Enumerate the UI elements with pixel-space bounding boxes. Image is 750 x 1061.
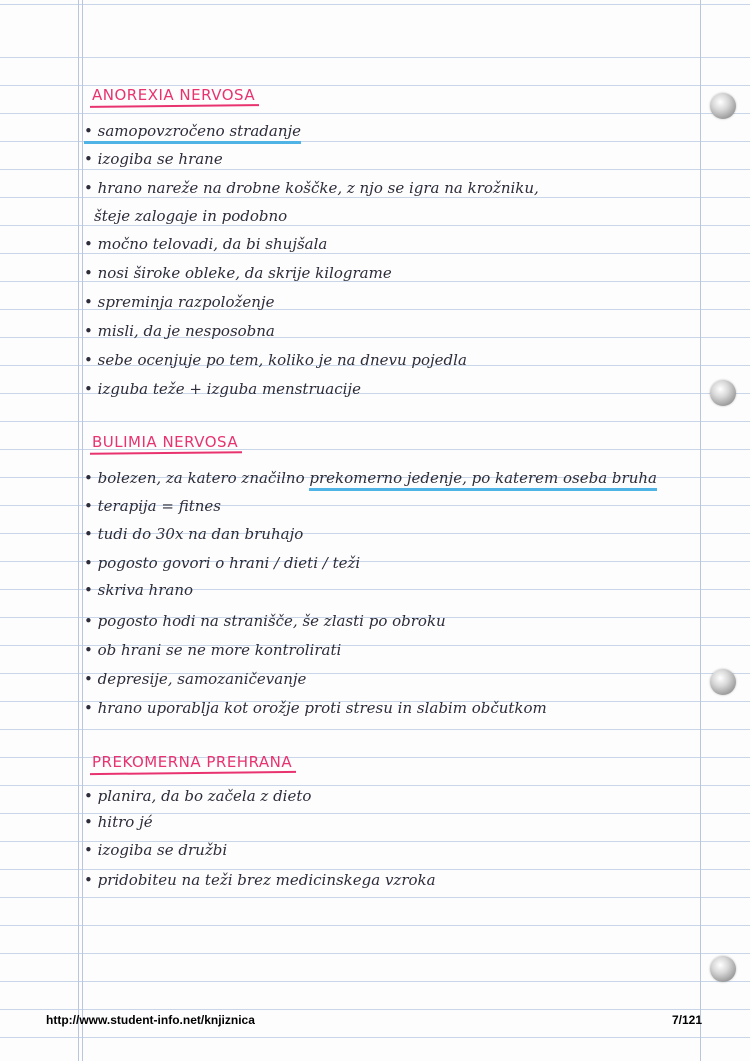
list-item: • pogosto govori o hrani / dieti / teži (84, 554, 361, 572)
list-item: • spreminja razpoloženje (84, 293, 275, 311)
list-item: • hrano nareže na drobne koščke, z njo se igra na krožniku, (84, 179, 539, 197)
punch-hole-4 (710, 956, 736, 982)
list-item: • močno telovadi, da bi shujšala (84, 235, 328, 253)
list-item: • ob hrani se ne more kontrolirati (84, 641, 342, 659)
list-item: • hitro jé (84, 813, 153, 831)
list-item: • bolezen, za katero značilno prekomerno jedenje, po katerem oseba bruha (84, 468, 690, 488)
section-title-anorexia: ANOREXIA NERVOSA (92, 86, 255, 104)
section-title-prekomerna: PREKOMERNA PREHRANA (92, 753, 292, 771)
list-item: • hrano uporablja kot orožje proti stresu in slabim občutkom (84, 699, 547, 717)
list-item: • tudi do 30x na dan bruhajo (84, 525, 304, 543)
left-margin-line (78, 0, 79, 1061)
list-item: • planira, da bo začela z dieto (84, 787, 312, 805)
list-item: • izogiba se družbi (84, 841, 228, 859)
list-item: • izogiba se hrane (84, 150, 223, 168)
list-item: • terapija = fitnes (84, 497, 221, 515)
punch-hole-2 (710, 380, 736, 406)
list-item: • misli, da je nesposobna (84, 322, 275, 340)
list-item: • izguba teže + izguba menstruacije (84, 380, 361, 398)
left-margin-line-inner (82, 0, 83, 1061)
punch-hole-3 (710, 669, 736, 695)
list-item: • pridobiteu na teži brez medicinskega vzroka (84, 871, 436, 889)
list-item: • sebe ocenjuje po tem, koliko je na dnevu pojedla (84, 351, 467, 369)
list-item: • depresije, samozaničevanje (84, 670, 307, 688)
list-item: • nosi široke obleke, da skrije kilograme (84, 264, 392, 282)
list-item: • pogosto hodi na stranišče, še zlasti po obroku (84, 612, 446, 630)
punch-hole-1 (710, 93, 736, 119)
right-margin-line (700, 0, 701, 1061)
section-title-bulimia: BULIMIA NERVOSA (92, 433, 238, 451)
footer-url[interactable]: http://www.student-info.net/knjiznica (46, 1013, 255, 1027)
page-number: 7/121 (672, 1013, 703, 1027)
list-item: • samopovzročeno stradanje (84, 121, 690, 141)
list-item: • skriva hrano (84, 581, 194, 599)
list-item: šteje zalogaje in podobno (94, 207, 288, 225)
